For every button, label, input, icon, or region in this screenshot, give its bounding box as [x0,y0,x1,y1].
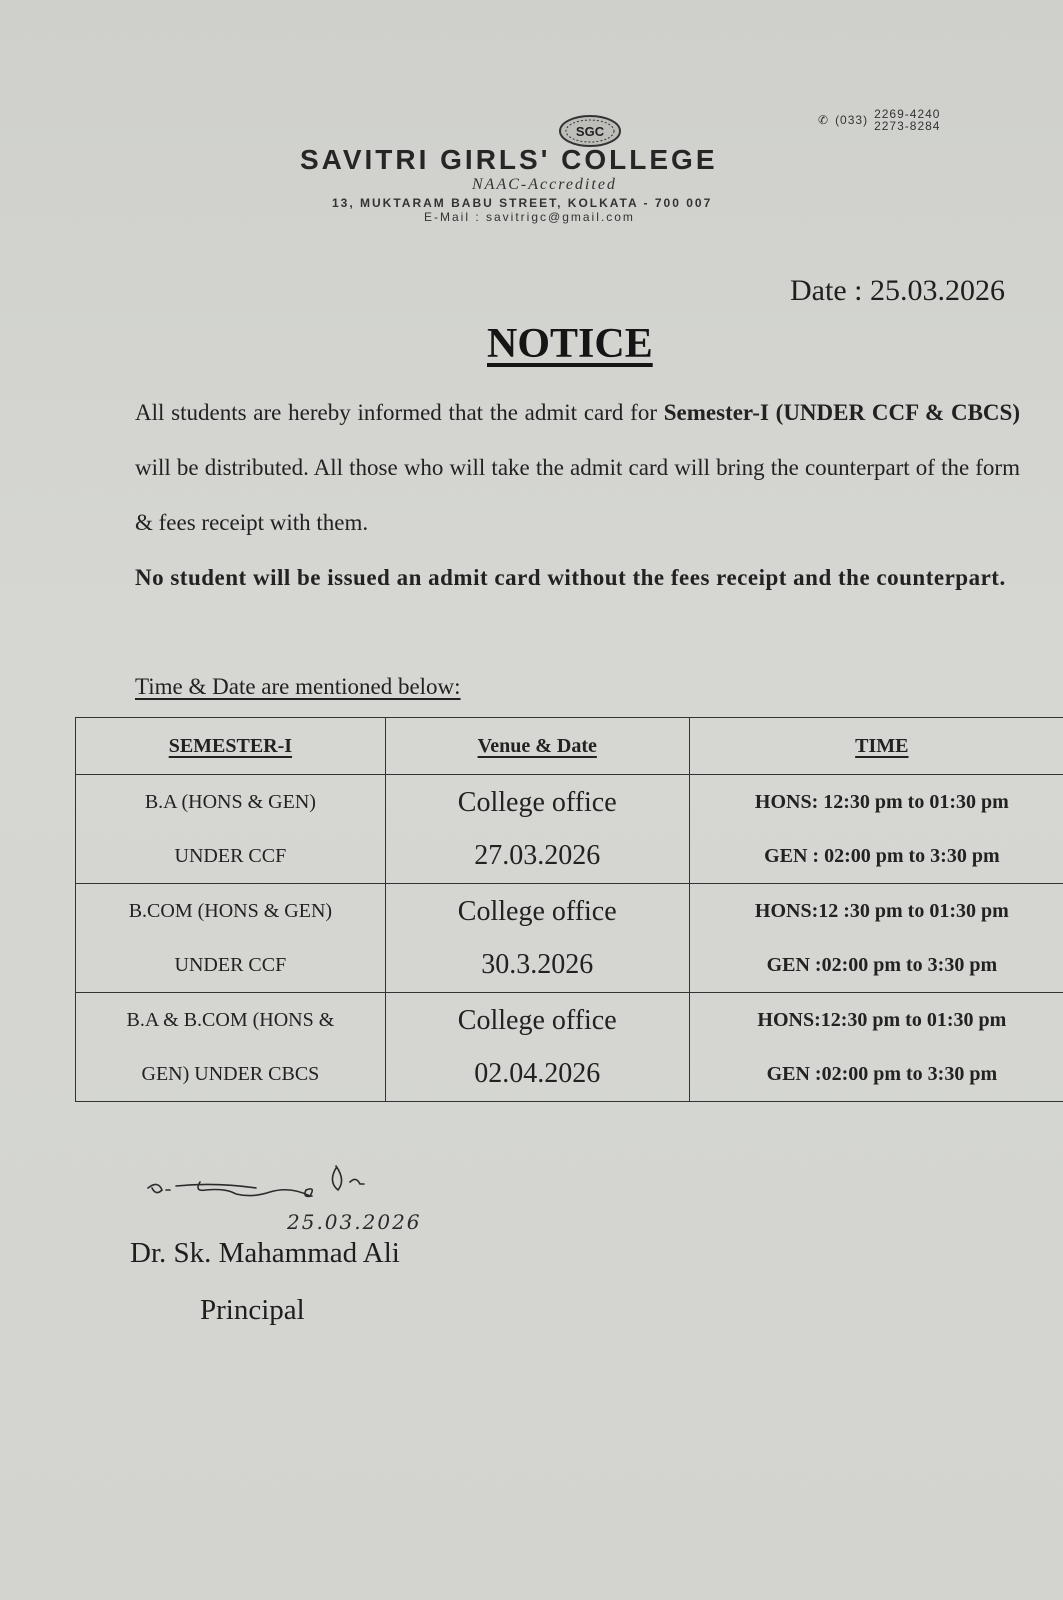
header-time: TIME [689,718,1063,775]
para1-text-a: All students are hereby informed that the admit card for [135,400,664,425]
college-address: 13, MUKTARAM BABU STREET, KOLKATA - 700 007 [332,196,713,210]
time-cell: HONS:12:30 pm to 01:30 pm GEN :02:00 pm to 3:30 pm [689,993,1063,1102]
venue-date-cell: College office 27.03.2026 [385,775,689,884]
college-name: SAVITRI GIRLS' COLLEGE [300,144,718,175]
college-email: E-Mail : savitrigc@gmail.com [424,210,635,224]
table-row [76,884,1063,993]
time-cell: HONS: 12:30 pm to 01:30 pm GEN : 02:00 pm to 3:30 pm [689,775,1063,884]
time-cell: HONS:12 :30 pm to 01:30 pm GEN :02:00 pm to 3:30 pm [689,884,1063,993]
phone-prefix: (033) [835,113,869,127]
signatory-designation: Principal [200,1294,305,1326]
signatory-name: Dr. Sk. Mahammad Ali [130,1237,400,1269]
table-row [76,775,1063,884]
venue-date-cell: College office 30.3.2026 [385,884,689,993]
header-semester: SEMESTER-I [76,718,386,775]
signature-date: 25.03.2026 [287,1210,422,1234]
header-venue-date: Venue & Date [385,718,689,775]
phone-number-1: 2269-4240 [874,107,941,121]
phone-block [818,108,940,132]
table-header-row [76,718,1063,775]
college-logo-icon [558,114,622,148]
schedule-intro: Time & Date are mentioned below: [135,674,461,699]
phone-number-2: 2273-8284 [874,119,941,133]
semester-cell: B.A & B.COM (HONS & GEN) UNDER CBCS [76,993,386,1102]
semester-cell: B.COM (HONS & GEN) UNDER CCF [76,884,386,993]
para1-bold: Semester-I (UNDER CCF & CBCS) [663,400,1020,425]
phone-icon: ✆ [818,113,830,127]
notice-date: Date : 25.03.2026 [790,274,1005,307]
para1-text-b: will be distributed. All those who will take the admit card will bring the counterpart of the form & fees receipt with them. [135,455,1020,535]
accreditation-label: NAAC-Accredited [472,176,617,193]
notice-paragraph-1 [135,385,1020,550]
notice-title: NOTICE [487,321,653,367]
notice-paragraph-2: No student will be issued an admit card without the fees receipt and the counterpart. [135,565,1006,590]
schedule-table [75,717,1063,1102]
svg-text:SGC: SGC [575,124,605,139]
semester-cell: B.A (HONS & GEN) UNDER CCF [76,775,386,884]
table-row [76,993,1063,1102]
venue-date-cell: College office 02.04.2026 [385,993,689,1102]
